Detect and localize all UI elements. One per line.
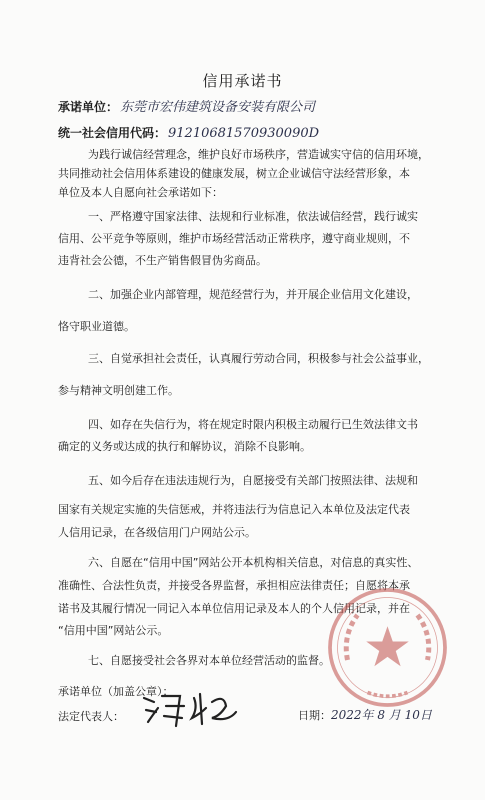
para-6-line-1: 五、如今后存在违法违规行为，自愿接受有关部门按照法律、法规和 — [88, 474, 418, 487]
para-2-line-3: 违背社会公德，不生产销售假冒伪劣商品。 — [58, 254, 267, 267]
para-4-line-2: 参与精神文明创建工作。 — [58, 384, 179, 397]
para-1-line-1: 为践行诚信经营理念，维护良好市场秩序，营造诚实守信的信用环境， — [88, 148, 429, 161]
para-5-line-1: 四、如存在失信行为，将在规定时限内积极主动履行已生效法律文书 — [88, 418, 418, 431]
para-1-line-3: 单位及本人自愿向社会承诺如下： — [58, 186, 223, 199]
date-handwritten: 2022年 8 月 10日 — [331, 708, 432, 722]
unit-label: 承诺单位： — [58, 100, 119, 114]
para-7-line-2: 准确性、合法性负责，并接受各界监督，承担相应法律责任；自愿将本承 — [58, 579, 410, 592]
date-label: 日期： — [298, 709, 331, 722]
credit-code-handwritten: 91210681570930090D — [168, 126, 320, 141]
legal-rep-signature — [140, 688, 250, 733]
unit-field — [58, 96, 315, 115]
para-8-line-1: 七、自愿接受社会各界对本单位经营活动的监督。 — [88, 654, 330, 667]
document-title: 信用承诺书 — [202, 72, 283, 90]
official-seal-stamp — [325, 585, 450, 710]
credit-code-label: 统一社会信用代码： — [58, 126, 167, 140]
para-4-line-1: 三、自觉承担社会责任，认真履行劳动合同，积极参与社会公益事业， — [88, 352, 429, 365]
para-2-line-2: 信用、公平竞争等原则，维护市场经营活动正常秩序，遵守商业规则，不 — [58, 232, 410, 245]
unit-name-handwritten: 东莞市宏伟建筑设备安装有限公司 — [120, 100, 316, 115]
para-3-line-2: 恪守职业道德。 — [58, 320, 135, 333]
para-2-line-1: 一、严格遵守国家法律、法规和行业标准，依法诚信经营，践行诚实 — [88, 210, 418, 223]
para-5-line-2: 确定的义务或达成的执行和解协议，消除不良影响。 — [58, 440, 311, 453]
credit-code-field — [58, 124, 319, 141]
seal-label: 承诺单位（加盖公章）： — [58, 685, 174, 698]
para-3-line-1: 二、加强企业内部管理，规范经营行为，并开展企业信用文化建设， — [88, 288, 418, 301]
para-7-line-3: 诺书及其履行情况一同记入本单位信用记录及本人的个人信用记录，并在 — [58, 602, 410, 615]
para-7-line-1: 六、自愿在“信用中国”网站公开本机构相关信息，对信息的真实性、 — [88, 556, 419, 569]
para-7-line-4: “信用中国”网站公示。 — [58, 624, 169, 637]
para-6-line-3: 人信用记录，在各级信用门户网站公示。 — [58, 526, 256, 539]
para-1-line-2: 共同推动社会信用体系建设的健康发展，树立企业诚信守法经营形象，本 — [58, 167, 410, 180]
legal-rep-label: 法定代表人： — [58, 710, 124, 723]
para-6-line-2: 国家有关规定实施的失信惩戒，并将违法行为信息记入本单位及法定代表 — [58, 503, 410, 516]
